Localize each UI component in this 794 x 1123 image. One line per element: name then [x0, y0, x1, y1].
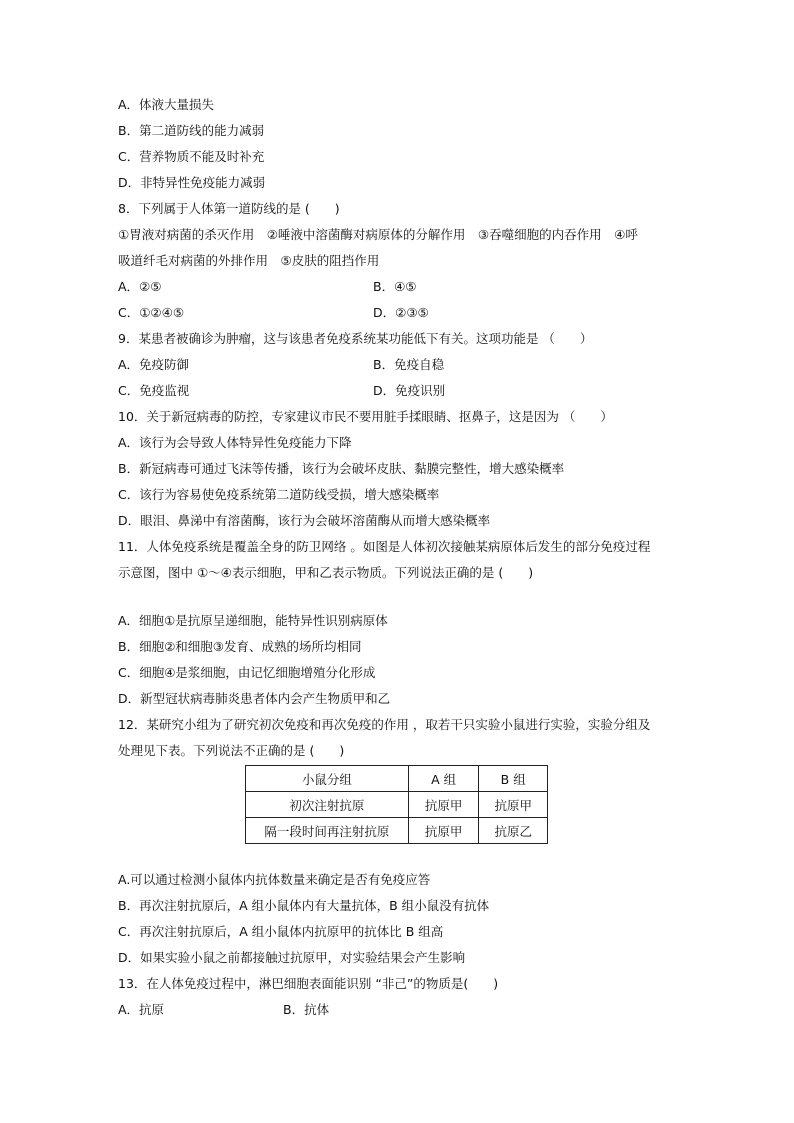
q11-stem-line1: 11．人体免疫系统是覆盖全身的防卫网络 。如图是人体初次接触某病原体后发生的部分免疫过程	[118, 539, 651, 554]
table-header-cell: 小鼠分组	[246, 766, 409, 792]
table-header-cell: B 组	[479, 766, 548, 792]
table-cell: 抗原乙	[479, 818, 548, 844]
q10-option-a: A．该行为会导致人体特异性免疫能力下降	[118, 435, 352, 450]
q9-option-d: D．免疫识别	[373, 383, 446, 398]
table-cell: 初次注射抗原	[246, 792, 409, 818]
q8-option-a: A．②⑤	[118, 279, 162, 294]
q8-items-line1: ①胃液对病菌的杀灭作用 ②唾液中溶菌酶对病原体的分解作用 ③吞噬细胞的内吞作用 ④呼	[118, 227, 638, 242]
q7-option-d: D．非特异性免疫能力减弱	[118, 175, 266, 190]
q12-stem-line2: 处理见下表。下列说法不正确的是 ( )	[118, 743, 345, 758]
q8-items-line2: 吸道纤毛对病菌的外排作用 ⑤皮肤的阻挡作用	[118, 253, 380, 268]
table-row	[246, 818, 548, 844]
q10-option-d: D．眼泪、鼻涕中有溶菌酶，该行为会破坏溶菌酶从而增大感染概率	[118, 513, 491, 528]
q8-option-d: D．②③⑤	[373, 305, 429, 320]
q11-option-d: D．新型冠状病毒肺炎患者体内会产生物质甲和乙	[118, 691, 391, 706]
q13-option-a: A．抗原	[118, 1002, 165, 1017]
table-header-cell: A 组	[408, 766, 479, 792]
q12-option-d: D．如果实验小鼠之前都接触过抗原甲，对实验结果会产生影响	[118, 950, 466, 965]
mouse-group-table	[245, 765, 548, 844]
q10-stem: 10．关于新冠病毒的防控，专家建议市民不要用脏手揉眼睛、抠鼻子，这是因为 （ ）	[118, 409, 613, 424]
q11-option-b: B．细胞②和细胞③发育、成熟的场所均相同	[118, 639, 362, 654]
table-cell: 抗原甲	[408, 792, 479, 818]
q12-option-c: C．再次注射抗原后，A 组小鼠体内抗原甲的抗体比 B 组高	[118, 924, 444, 939]
q8-option-c: C．①②④⑤	[118, 305, 185, 320]
q11-stem-line2: 示意图，图中 ①～④表示细胞，甲和乙表示物质。下列说法正确的是 ( )	[118, 565, 534, 580]
q7-option-b: B．第二道防线的能力减弱	[118, 123, 265, 138]
table-cell: 抗原甲	[408, 818, 479, 844]
q10-option-b: B．新冠病毒可通过飞沫等传播，该行为会破坏皮肤、黏膜完整性，增大感染概率	[118, 461, 565, 476]
q9-option-c: C．免疫监视	[118, 383, 190, 398]
table-row	[246, 792, 548, 818]
q7-option-a: A．体液大量损失	[118, 97, 215, 112]
table-cell: 抗原甲	[479, 792, 548, 818]
q12-option-b: B．再次注射抗原后，A 组小鼠体内有大量抗体，B 组小鼠没有抗体	[118, 898, 490, 913]
table-header-row	[246, 766, 548, 792]
q13-option-b: B．抗体	[283, 1002, 330, 1017]
q13-stem: 13．在人体免疫过程中，淋巴细胞表面能识别 “非己”的物质是( )	[118, 976, 499, 991]
q7-option-c: C．营养物质不能及时补充	[118, 149, 265, 164]
q11-option-c: C．细胞④是浆细胞，由记忆细胞增殖分化形成	[118, 665, 376, 680]
q11-option-a: A．细胞①是抗原呈递细胞，能特异性识别病原体	[118, 613, 388, 628]
q12-stem-line1: 12．某研究小组为了研究初次免疫和再次免疫的作用 ，取若干只实验小鼠进行实验，实验分组及	[118, 717, 651, 732]
q9-option-a: A．免疫防御	[118, 357, 190, 372]
table-cell: 隔一段时间再注射抗原	[246, 818, 409, 844]
q8-stem: 8．下列属于人体第一道防线的是 ( )	[118, 201, 340, 216]
q10-option-c: C．该行为容易使免疫系统第二道防线受损，增大感染概率	[118, 487, 440, 502]
q9-option-b: B．免疫自稳	[373, 357, 445, 372]
q8-option-b: B．④⑤	[373, 279, 417, 294]
q12-option-a: A.可以通过检测小鼠体内抗体数量来确定是否有免疫应答	[118, 872, 431, 887]
q9-stem: 9．某患者被确诊为肿瘤，这与该患者免疫系统某功能低下有关。这项功能是 （ ）	[118, 331, 593, 346]
